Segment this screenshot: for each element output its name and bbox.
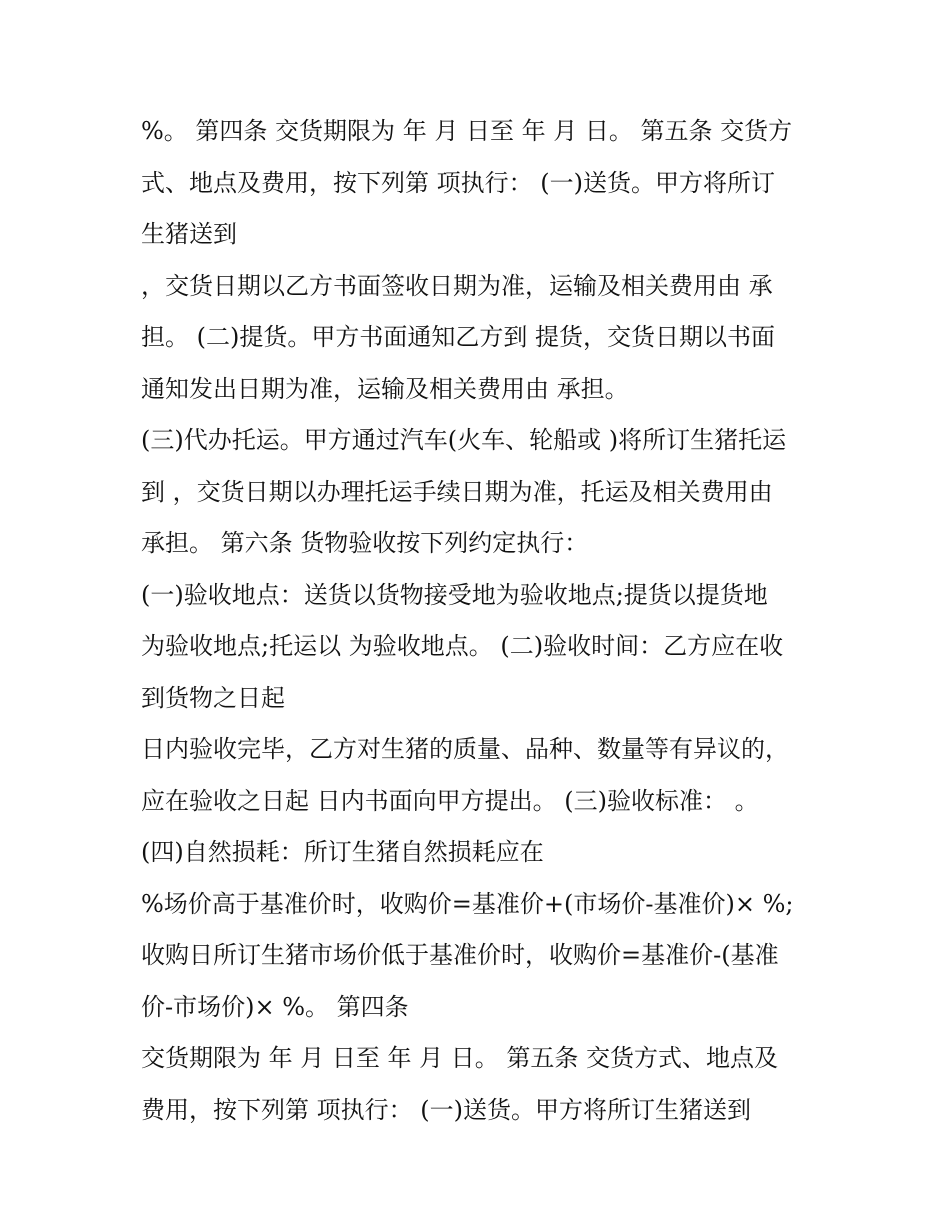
text-line: %。 第四条 交货期限为 年 月 日至 年 月 日。 第五条 交货方	[141, 117, 793, 145]
text-line: 担。 (二)提货。甲方书面通知乙方到 提货，交货日期以书面	[141, 323, 775, 351]
text-line: 式、地点及费用，按下列第 项执行： (一)送货。甲方将所订	[141, 168, 775, 197]
text-line: (一)验收地点：送货以货物接受地为验收地点;提货以提货地	[141, 580, 768, 609]
text-line: 到货物之日起	[141, 683, 285, 712]
text-line: 交货期限为 年 月 日至 年 月 日。 第五条 交货方式、地点及	[141, 1044, 779, 1072]
text-line: 生猪送到	[141, 220, 237, 248]
text-line: (三)代办托运。甲方通过汽车(火车、轮船或 )将所订生猪托运	[141, 426, 787, 454]
text-line: (四)自然损耗：所订生猪自然损耗应在	[141, 838, 544, 866]
text-line: 收购日所订生猪市场价低于基准价时，收购价=基准价-(基准	[141, 941, 779, 969]
text-line: 为验收地点;托运以 为验收地点。 (二)验收时间：乙方应在收	[141, 632, 784, 660]
contract-text	[141, 106, 821, 1136]
text-line: 到 ，交货日期以办理托运手续日期为准，托运及相关费用由	[141, 477, 773, 506]
text-line: 通知发出日期为准，运输及相关费用由 承担。	[141, 374, 629, 403]
text-line: 费用，按下列第 项执行： (一)送货。甲方将所订生猪送到	[141, 1095, 751, 1124]
text-line: 应在验收之日起 日内书面向甲方提出。 (三)验收标准： 。	[141, 786, 759, 815]
text-line: %场价高于基准价时，收购价=基准价+(市场价-基准价)× %;	[141, 889, 794, 918]
text-line: 承担。 第六条 货物验收按下列约定执行：	[141, 529, 589, 557]
text-line: 日内验收完毕，乙方对生猪的质量、品种、数量等有异议的，	[141, 735, 789, 763]
text-line: 价-市场价)× %。 第四条	[141, 992, 409, 1021]
text-line: ，交货日期以乙方书面签收日期为准，运输及相关费用由 承	[141, 271, 773, 300]
